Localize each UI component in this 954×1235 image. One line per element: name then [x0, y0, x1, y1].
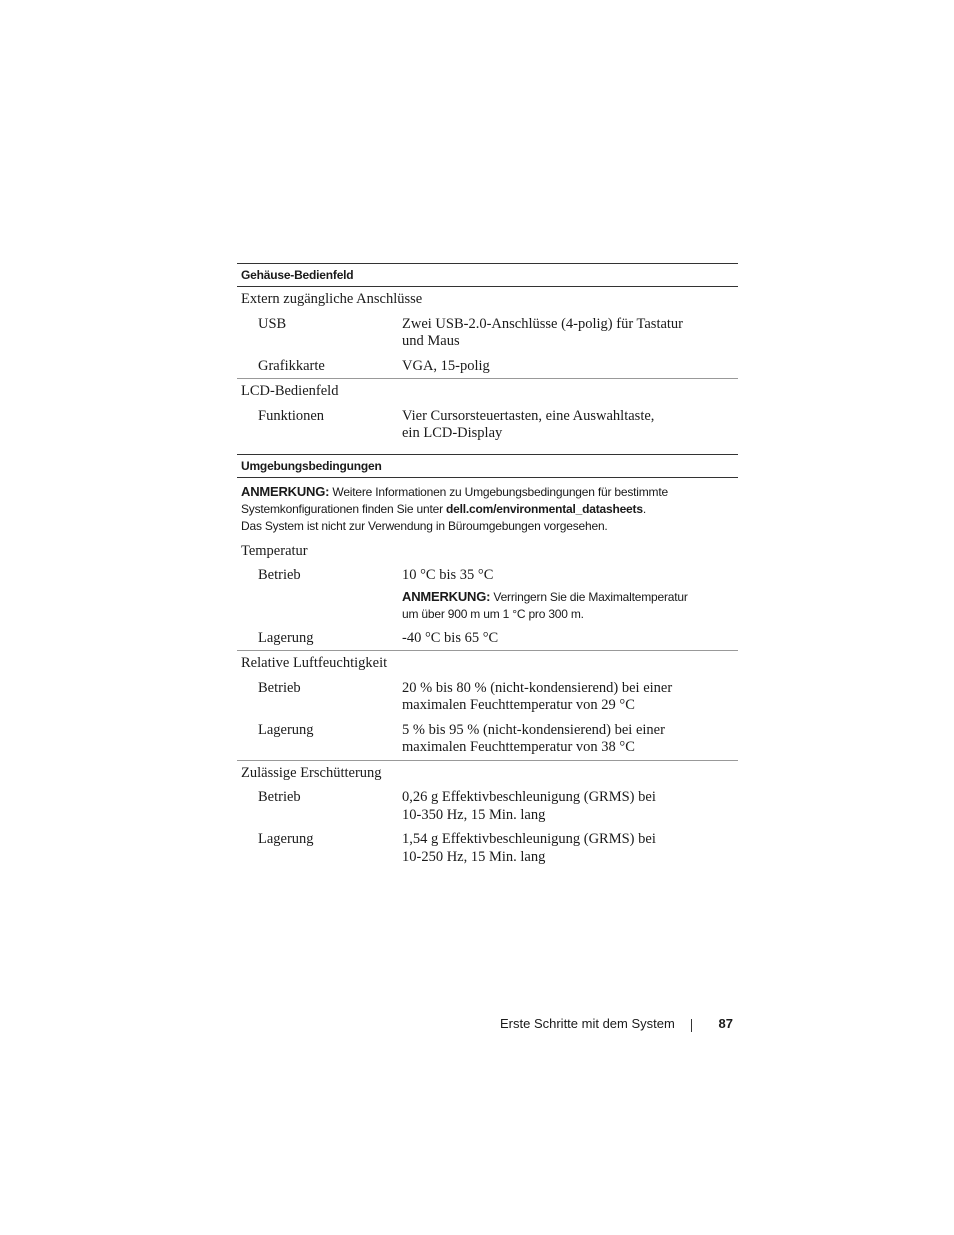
spec-value-line: 10-250 Hz, 15 Min. lang: [402, 848, 546, 865]
spec-label: Lagerung: [258, 721, 314, 738]
spec-value-line: 10-350 Hz, 15 Min. lang: [402, 806, 546, 823]
spec-value: [402, 722, 722, 757]
section-title: Umgebungsbedingungen: [241, 458, 382, 473]
spec-label: Lagerung: [258, 629, 314, 646]
spec-value-line: maximalen Feuchttemperatur von 38 °C: [402, 739, 635, 755]
spec-label: Betrieb: [258, 789, 301, 805]
spec-row-vibration-operating: [237, 785, 738, 827]
spec-label: Funktionen: [258, 407, 325, 424]
spec-value: [402, 567, 722, 623]
spec-row-temp-storage: [237, 626, 738, 652]
spec-label: Betrieb: [258, 567, 301, 583]
spec-value-line: Vier Cursorsteuertasten, eine Auswahltaste,: [402, 407, 655, 424]
section-gap: [237, 446, 738, 454]
spec-value-line: ein LCD-Display: [402, 425, 503, 441]
category-vibration: Zulässige Erschütterung: [241, 764, 382, 781]
spec-value: [402, 316, 722, 351]
note-text: Systemkonfigurationen finden Sie unter: [241, 501, 446, 516]
note-text: .: [642, 501, 646, 516]
section-title: Gehäuse-Bedienfeld: [241, 268, 354, 282]
category-external-ports: Extern zugängliche Anschlüsse: [241, 291, 423, 307]
category-temperature: Temperatur: [241, 542, 308, 559]
section-header-chassis-panel: [237, 263, 738, 287]
note-text: Verringern Sie die Maximaltemperatur: [493, 589, 688, 604]
spec-row-usb: [237, 312, 738, 354]
spec-row-temp-operating: [237, 563, 738, 626]
note-text: um über 900 m um 1 °C pro 300 m.: [402, 606, 584, 621]
spec-row-humidity-operating: [237, 676, 738, 718]
spec-value: [402, 408, 722, 443]
spec-row-functions: [237, 404, 738, 446]
footer-title: Erste Schritte mit dem System: [500, 1016, 675, 1031]
spec-value-line: 1,54 g Effektivbeschleunigung (GRMS) bei: [402, 831, 656, 847]
datasheets-link[interactable]: dell.com/environmental_datasheets: [446, 501, 643, 516]
spec-value-line: Zwei USB-2.0-Anschlüsse (4-polig) für Tastatur: [402, 315, 684, 332]
note-label: ANMERKUNG:: [402, 588, 491, 604]
spec-row-vibration-storage: [237, 827, 738, 869]
spec-label: Lagerung: [258, 831, 314, 847]
spec-value-line: 5 % bis 95 % (nicht-kondensierend) bei einer: [402, 721, 665, 738]
category-lcd-panel: LCD-Bedienfeld: [241, 383, 339, 399]
spec-row-humidity-storage: [237, 718, 738, 761]
spec-label: Grafikkarte: [258, 357, 325, 374]
spec-value: [402, 680, 722, 715]
category-humidity: Relative Luftfeuchtigkeit: [241, 655, 388, 671]
footer-separator: [691, 1019, 692, 1032]
spec-value-line: 10 °C bis 35 °C: [402, 567, 494, 583]
spec-value: [402, 831, 722, 866]
spec-value: VGA, 15-polig: [402, 357, 490, 374]
note-text: Weitere Informationen zu Umgebungsbedingungen für bestimmte: [332, 484, 668, 499]
note-label: ANMERKUNG:: [241, 483, 330, 499]
page-number: 87: [718, 1016, 733, 1031]
spec-value-line: und Maus: [402, 333, 460, 349]
note-environment: [237, 478, 738, 539]
spec-table: [237, 263, 738, 869]
page-footer: [480, 1014, 736, 1034]
spec-label: USB: [258, 315, 287, 332]
spec-value: -40 °C bis 65 °C: [402, 629, 499, 646]
spec-value: [402, 789, 722, 824]
spec-value-line: 0,26 g Effektivbeschleunigung (GRMS) bei: [402, 789, 656, 805]
note-temperature: [402, 585, 722, 623]
spec-value-line: maximalen Feuchttemperatur von 29 °C: [402, 697, 635, 713]
spec-label: Betrieb: [258, 679, 301, 696]
spec-value-line: 20 % bis 80 % (nicht-kondensierend) bei einer: [402, 679, 673, 696]
spec-row-graphics: [237, 354, 738, 380]
note-text: Das System ist nicht zur Verwendung in Büroumgebungen vorgesehen.: [241, 518, 608, 533]
section-header-environment: [237, 454, 738, 478]
